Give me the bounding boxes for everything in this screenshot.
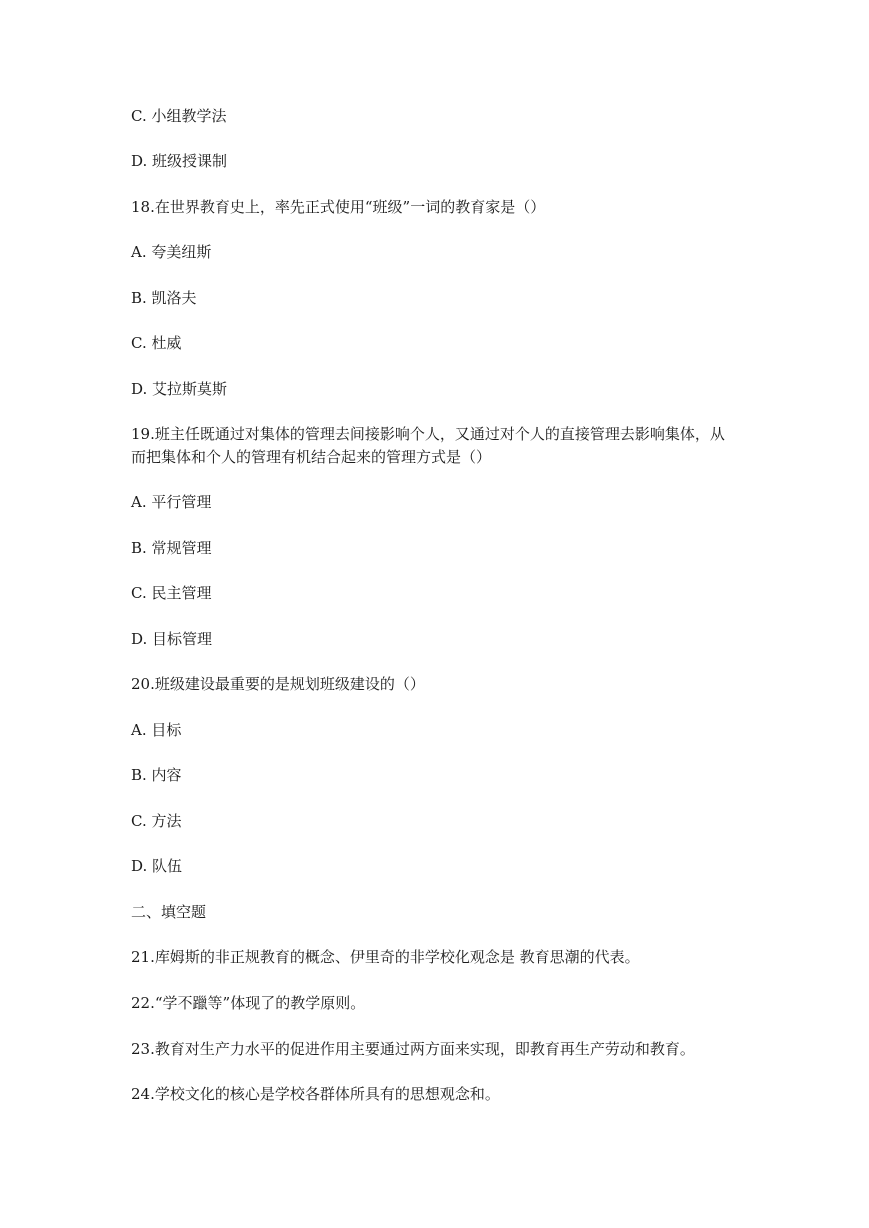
option-18d: D. 艾拉斯莫斯	[131, 380, 228, 398]
option-20c: C. 方法	[131, 812, 182, 830]
option-19c: C. 民主管理	[131, 584, 212, 602]
option-17c: C. 小组教学法	[131, 107, 227, 125]
question-20: 20.班级建设最重要的是规划班级建设的（）	[131, 675, 425, 693]
option-19b: B. 常规管理	[131, 539, 212, 557]
option-20a: A. 目标	[131, 721, 182, 739]
question-21: 21.库姆斯的非正规教育的概念、伊里奇的非学校化观念是 教育思潮的代表。	[131, 948, 640, 966]
option-17d: D. 班级授课制	[131, 152, 228, 170]
section-heading-fill-blank: 二、填空题	[131, 903, 207, 921]
question-18: 18.在世界教育史上，率先正式使用“班级”一词的教育家是（）	[131, 198, 546, 216]
question-19-line-1: 19.班主任既通过对集体的管理去间接影响个人，又通过对个人的直接管理去影响集体，从	[131, 425, 725, 443]
option-18b: B. 凯洛夫	[131, 289, 197, 307]
question-24: 24.学校文化的核心是学校各群体所具有的思想观念和。	[131, 1085, 500, 1103]
option-19a: A. 平行管理	[131, 493, 212, 511]
option-20d: D. 队伍	[131, 857, 183, 875]
option-19d: D. 目标管理	[131, 630, 213, 648]
question-23: 23.教育对生产力水平的促进作用主要通过两方面来实现，即教育再生产劳动和教育。	[131, 1040, 695, 1058]
option-20b: B. 内容	[131, 766, 182, 784]
question-19-line-2: 而把集体和个人的管理有机结合起来的管理方式是（）	[131, 448, 492, 466]
question-22: 22.“学不躐等”体现了的教学原则。	[131, 994, 366, 1012]
option-18c: C. 杜威	[131, 334, 182, 352]
option-18a: A. 夸美纽斯	[131, 243, 212, 261]
